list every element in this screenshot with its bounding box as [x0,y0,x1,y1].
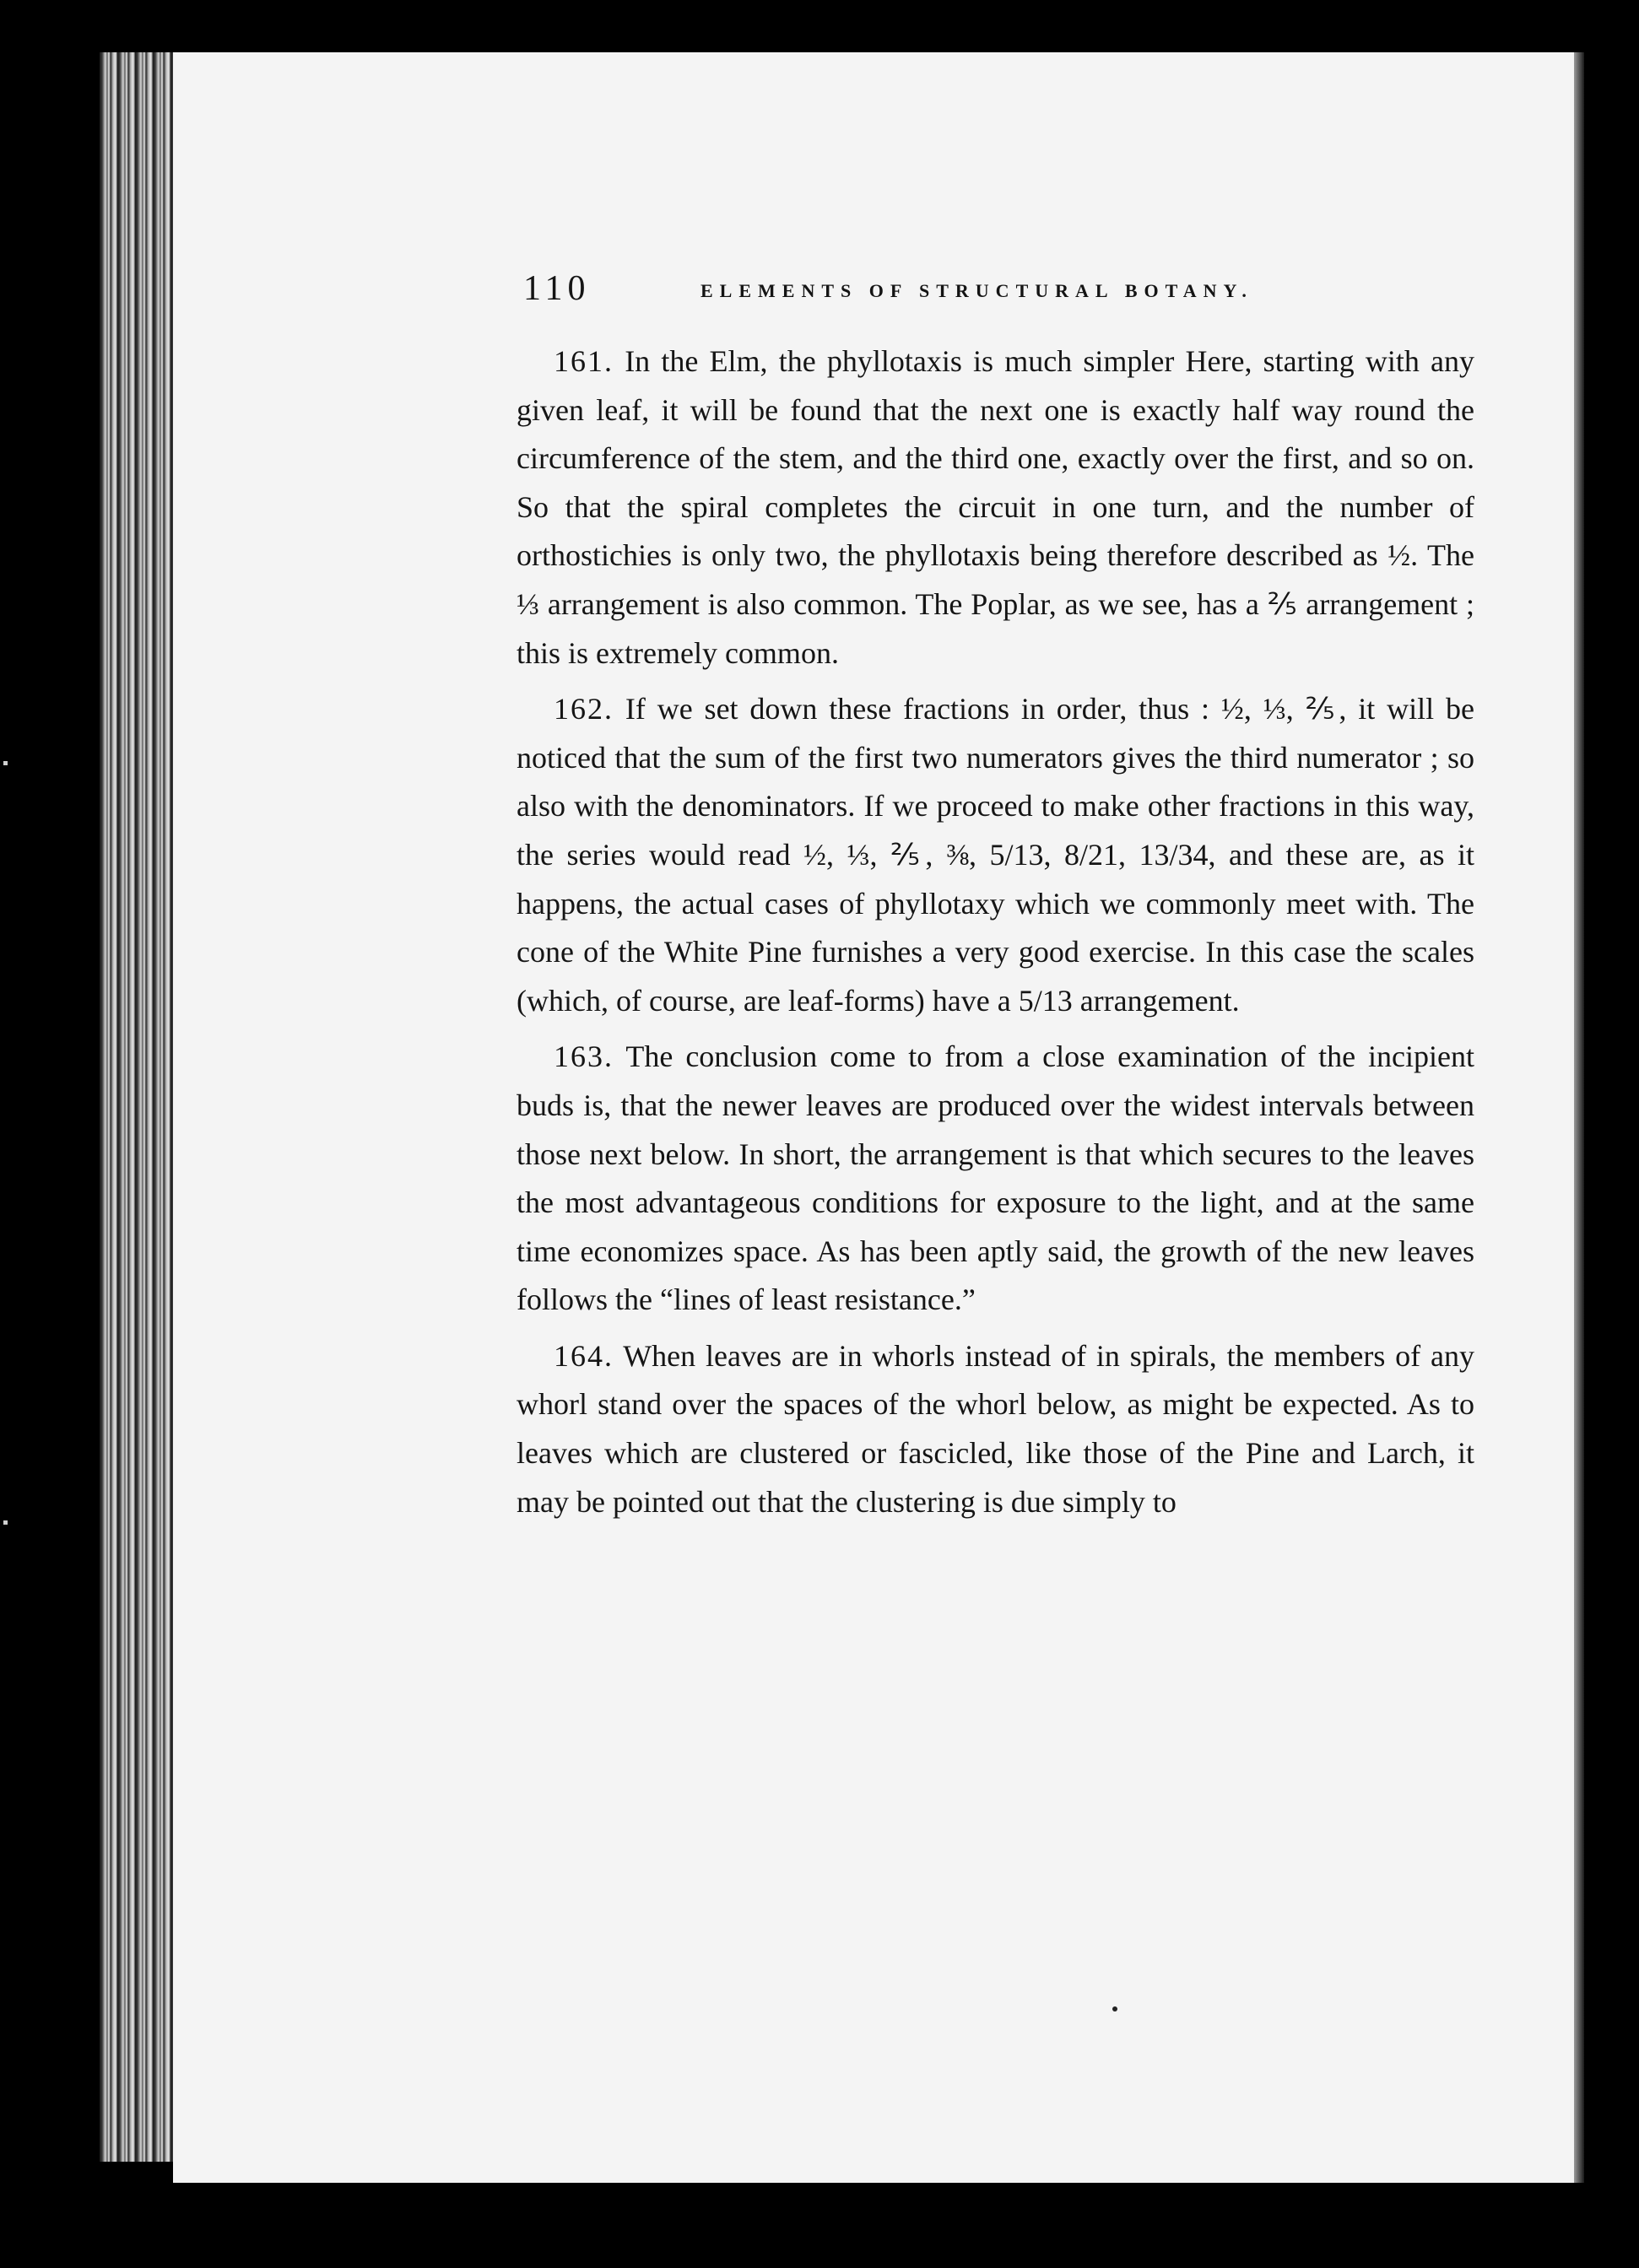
paragraph-162 [517,685,1474,1025]
running-head: ELEMENTS OF STRUCTURAL BOTANY. [700,280,1253,301]
page-right-shadow [1574,52,1584,2183]
paragraph-text: If we set down these fractions in order, thus : ½, ⅓, ⅖, it will be noticed that the sum of the first two numerators gives the third numerator ; so also with the denominators. If we proceed to make other fractions in this way, the series would read ½, ⅓, ⅖, ⅜, 5/13, 8/21, 13/34, and these are, as it happens, the actual cases of phyllotaxy which we commonly meet with. The cone of the White Pine furnishes a very good exercise. In this case the scales (which, of course, are leaf-forms) have a 5/13 arrangement. [517,692,1475,1018]
paragraph-text: When leaves are in whorls instead of in spirals, the members of any whorl stand over the spaces of the whorl below, as might be expected. As to leaves which are clustered or fascicled, like those of the Pine and Larch, it may be pointed out that the clustering is due simply to [517,1338,1474,1519]
paragraph-number: 163. [554,1040,614,1074]
scan-speck [3,1520,8,1525]
paragraph-number: 162. [554,692,614,726]
body-text [517,338,1474,1534]
page-header [523,268,1494,319]
paragraph-text: The conclusion come to from a close examination of the incipient buds is, that the newer leaves are produced over the widest intervals between those next below. In short, the arrangement is that which secures to the leaves the most advantageous conditions for exposure to the light, and at the same time economizes space. As has been aptly said, the growth of the new leaves follows the “lines of least resistance.” [517,1040,1475,1317]
paragraph-number: 164. [554,1338,614,1373]
paragraph-161 [517,338,1474,678]
paragraph-163 [517,1033,1474,1325]
paragraph-text: In the Elm, the phyllotaxis is much simpler Here, starting with any given leaf, it will be found that the next one is exactly half way round the circumference of the stem, and the third one, exactly over the first, and so on. So that the spiral completes the circuit in one turn, and the number of orthostichies is only two, the phyllotaxis being therefore described as ½. The ⅓ arrangement is also common. The Poplar, as we see, has a ⅖ arrangement ; this is extremely common. [517,344,1474,670]
ink-dot [1112,2006,1117,2012]
page-number: 110 [523,269,591,308]
paragraph-164 [517,1332,1474,1526]
scan-speck [3,761,8,765]
paragraph-number: 161. [554,344,614,378]
